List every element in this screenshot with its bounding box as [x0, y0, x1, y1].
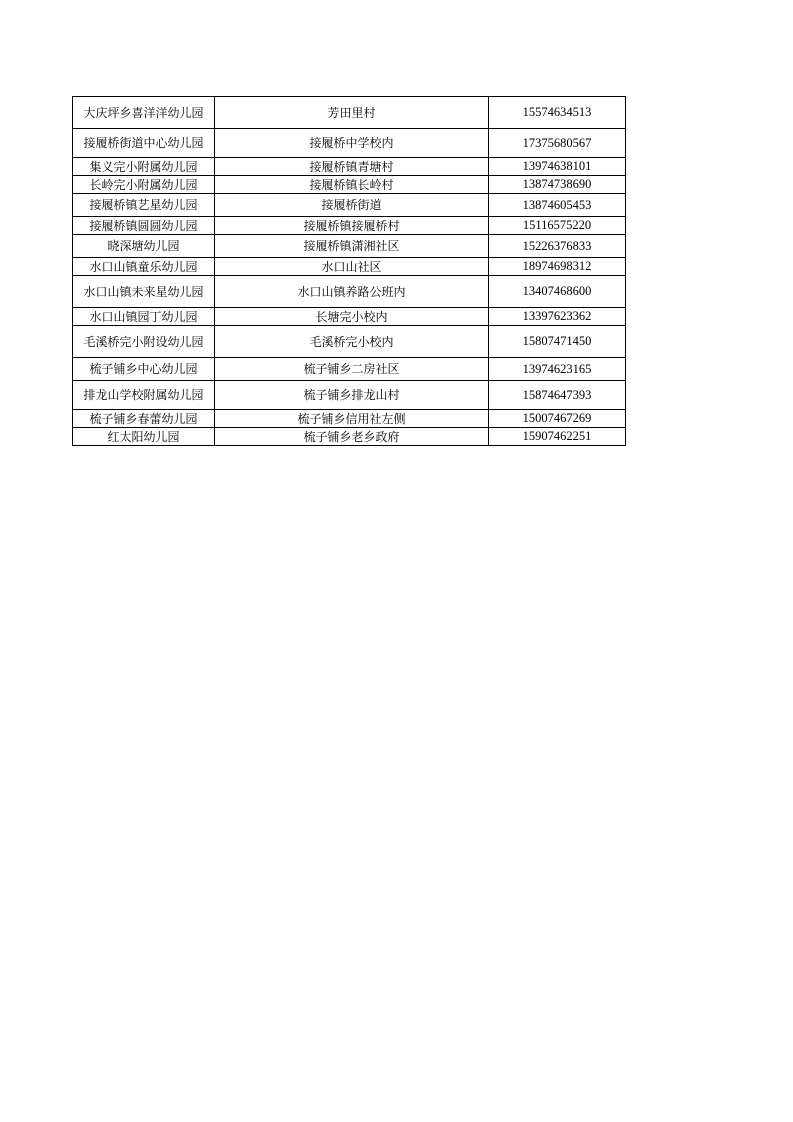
phone-cell: 13397623362 — [489, 308, 626, 326]
address-cell: 接履桥镇青塘村 — [215, 158, 489, 176]
kindergarten-name-cell: 水口山镇园丁幼儿园 — [73, 308, 215, 326]
kindergarten-name-cell: 大庆坪乡喜洋洋幼儿园 — [73, 97, 215, 129]
table-row — [73, 326, 626, 358]
phone-cell: 15116575220 — [489, 217, 626, 235]
kindergarten-name-cell: 毛溪桥完小附设幼儿园 — [73, 326, 215, 358]
kindergarten-name-cell: 红太阳幼儿园 — [73, 428, 215, 446]
phone-cell: 13874738690 — [489, 176, 626, 194]
table-row — [73, 217, 626, 235]
address-cell: 接履桥街道 — [215, 194, 489, 217]
address-cell: 梳子铺乡老乡政府 — [215, 428, 489, 446]
kindergarten-name-cell: 接履桥镇艺星幼儿园 — [73, 194, 215, 217]
table-row — [73, 158, 626, 176]
address-cell: 梳子铺乡信用社左侧 — [215, 410, 489, 428]
kindergarten-name-cell: 集义完小附属幼儿园 — [73, 158, 215, 176]
kindergarten-name-cell: 接履桥镇圆圆幼儿园 — [73, 217, 215, 235]
address-cell: 接履桥中学校内 — [215, 129, 489, 158]
kindergarten-name-cell: 晓深塘幼儿园 — [73, 235, 215, 258]
table-row — [73, 258, 626, 276]
phone-cell: 13974638101 — [489, 158, 626, 176]
address-cell: 梳子铺乡二房社区 — [215, 358, 489, 381]
table-row — [73, 276, 626, 308]
table-row — [73, 381, 626, 410]
kindergarten-table-body — [73, 97, 626, 446]
table-row — [73, 308, 626, 326]
address-cell: 水口山镇养路公班内 — [215, 276, 489, 308]
phone-cell: 15807471450 — [489, 326, 626, 358]
address-cell: 长塘完小校内 — [215, 308, 489, 326]
table-row — [73, 235, 626, 258]
phone-cell: 15007467269 — [489, 410, 626, 428]
kindergarten-name-cell: 水口山镇童乐幼儿园 — [73, 258, 215, 276]
phone-cell: 15226376833 — [489, 235, 626, 258]
address-cell: 梳子铺乡排龙山村 — [215, 381, 489, 410]
table-row — [73, 97, 626, 129]
table-row — [73, 428, 626, 446]
kindergarten-name-cell: 水口山镇未来星幼儿园 — [73, 276, 215, 308]
table-row — [73, 358, 626, 381]
phone-cell: 13874605453 — [489, 194, 626, 217]
address-cell: 毛溪桥完小校内 — [215, 326, 489, 358]
phone-cell: 13974623165 — [489, 358, 626, 381]
kindergarten-name-cell: 接履桥街道中心幼儿园 — [73, 129, 215, 158]
address-cell: 接履桥镇长岭村 — [215, 176, 489, 194]
kindergarten-name-cell: 梳子铺乡中心幼儿园 — [73, 358, 215, 381]
phone-cell: 15874647393 — [489, 381, 626, 410]
phone-cell: 13407468600 — [489, 276, 626, 308]
phone-cell: 18974698312 — [489, 258, 626, 276]
table-row — [73, 194, 626, 217]
address-cell: 水口山社区 — [215, 258, 489, 276]
address-cell: 接履桥镇接履桥村 — [215, 217, 489, 235]
kindergarten-name-cell: 长岭完小附属幼儿园 — [73, 176, 215, 194]
address-cell: 芳田里村 — [215, 97, 489, 129]
phone-cell: 15907462251 — [489, 428, 626, 446]
kindergarten-name-cell: 梳子铺乡春蕾幼儿园 — [73, 410, 215, 428]
table-row — [73, 410, 626, 428]
phone-cell: 15574634513 — [489, 97, 626, 129]
phone-cell: 17375680567 — [489, 129, 626, 158]
table-row — [73, 176, 626, 194]
kindergarten-name-cell: 排龙山学校附属幼儿园 — [73, 381, 215, 410]
address-cell: 接履桥镇潇湘社区 — [215, 235, 489, 258]
kindergarten-table — [72, 96, 626, 446]
table-row — [73, 129, 626, 158]
